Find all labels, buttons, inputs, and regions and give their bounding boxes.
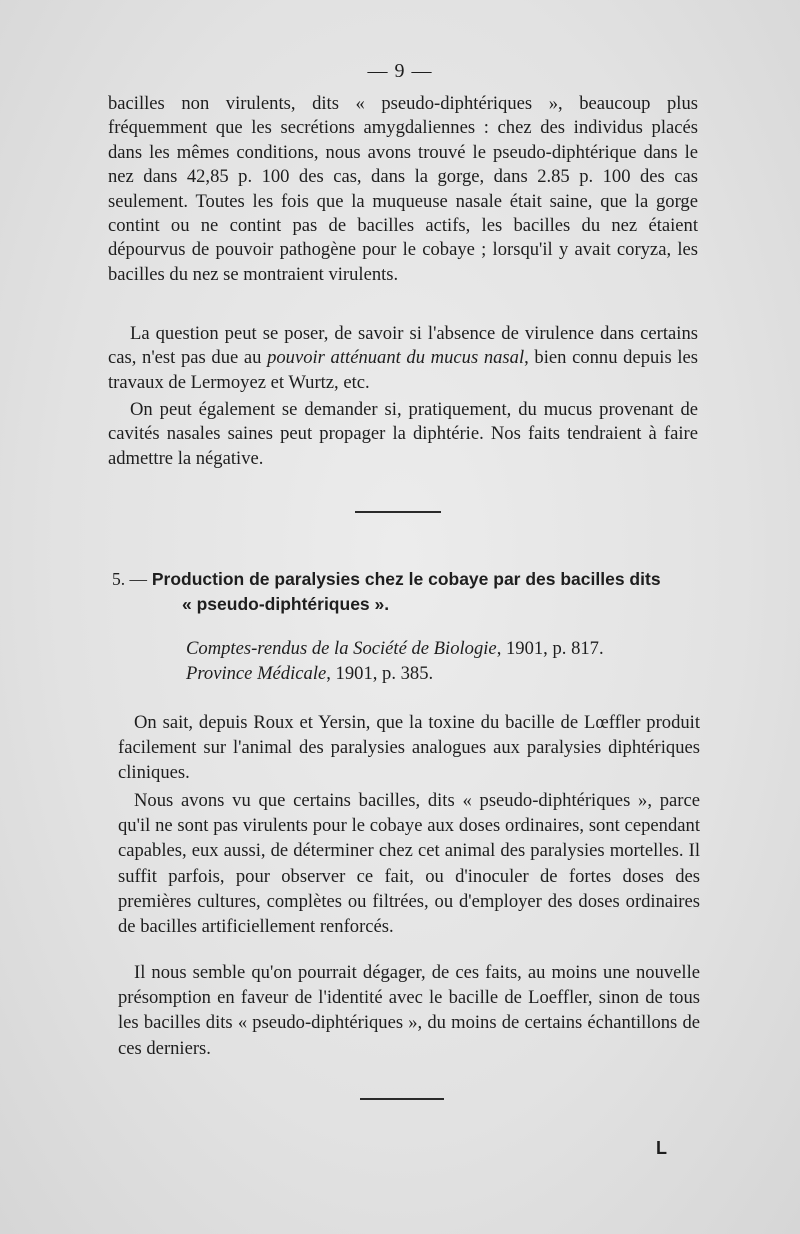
paragraph-2-start: La question peut se poser, de savoir si l'absence de virulence dans certains cas, n'est pas due au — [108, 323, 698, 369]
paragraph-5-text: Nous avons vu que certains bacilles, dits « pseudo-diphtériques », parce qu'il ne sont pas virulents pour le cobaye aux doses ordinaires, sont cependant capables, eux aussi, de déterminer chez cet animal des paralysies mortelles. Il suffit parfois, pour observer ce fait, ou d'inoculer de fortes doses des premières cultures, complètes ou filtrées, ou d'employer des doses ordinaires de bacilles artificiellement renforcés. — [118, 790, 700, 938]
paragraph-3-text: On peut également se demander si, pratiquement, du mucus provenant de cavités nasales saines peut propager la diphtérie. Nos faits tendraient à faire admettre la négative. — [108, 399, 698, 469]
reference-journal: Province Médicale — [186, 663, 327, 684]
section-number: 5. — — [112, 569, 147, 589]
reference-item — [186, 661, 706, 686]
section-divider-top — [355, 511, 441, 513]
paragraph-3 — [108, 398, 698, 471]
paragraph-6-text: Il nous semble qu'on pourrait dégager, de ces faits, au moins une nouvelle présomption en faveur de l'identité avec le bacille de Loeffler, sinon de tous les bacilles dits « pseudo-diphtériques », du moins de certains échantillons de ces derniers. — [118, 962, 700, 1059]
paragraph-4-text: On sait, depuis Roux et Yersin, que la toxine du bacille de Lœffler produit facilement sur l'animal des paralysies analogues aux paralysies diphtériques cliniques. — [118, 712, 700, 784]
paragraph-5 — [118, 788, 700, 939]
reference-journal: Comptes-rendus de la Société de Biologie — [186, 638, 497, 659]
section-heading — [112, 567, 712, 617]
reference-details: , 1901, p. 817. — [496, 638, 604, 659]
paragraph-1: bacilles non virulents, dits « pseudo-diphtériques », beaucoup plus fréquemment que les secrétions amygdaliennes : chez des individus placés dans les mêmes conditions, nous avons trouvé le pseudo-diphtérique dans le nez dans 42,85 p. 100 des cas, dans la gorge, dans 2.85 p. 100 des cas seulement. Toutes les fois que la muqueuse nasale était saine, que la gorge contint ou ne contint pas de bacilles actifs, les bacilles du nez étaient dépourvus de pouvoir pathogène pour le cobaye ; lorsqu'il y avait coryza, les bacilles du nez se montraient virulents. — [108, 93, 698, 285]
section-divider-bottom — [360, 1098, 444, 1100]
reference-item — [186, 636, 706, 661]
section-title-line2: « pseudo-diphtériques ». — [182, 594, 390, 614]
page-number: — 9 — — [367, 60, 433, 82]
paragraph-4 — [118, 710, 700, 786]
paragraph-6 — [118, 960, 700, 1061]
section-title-line1: Production de paralysies chez le cobaye par des bacilles dits — [151, 569, 661, 589]
reference-details: , 1901, p. 385. — [326, 663, 434, 684]
paragraph-2 — [108, 322, 698, 395]
references-block — [186, 636, 706, 686]
paragraph-2-emphasis: pouvoir atténuant du mucus nasal — [267, 347, 525, 369]
signature-mark: L — [656, 1138, 667, 1158]
paragraph-2-end: , bien connu depuis les travaux de Lermoyez et Wurtz, etc. — [108, 347, 698, 393]
